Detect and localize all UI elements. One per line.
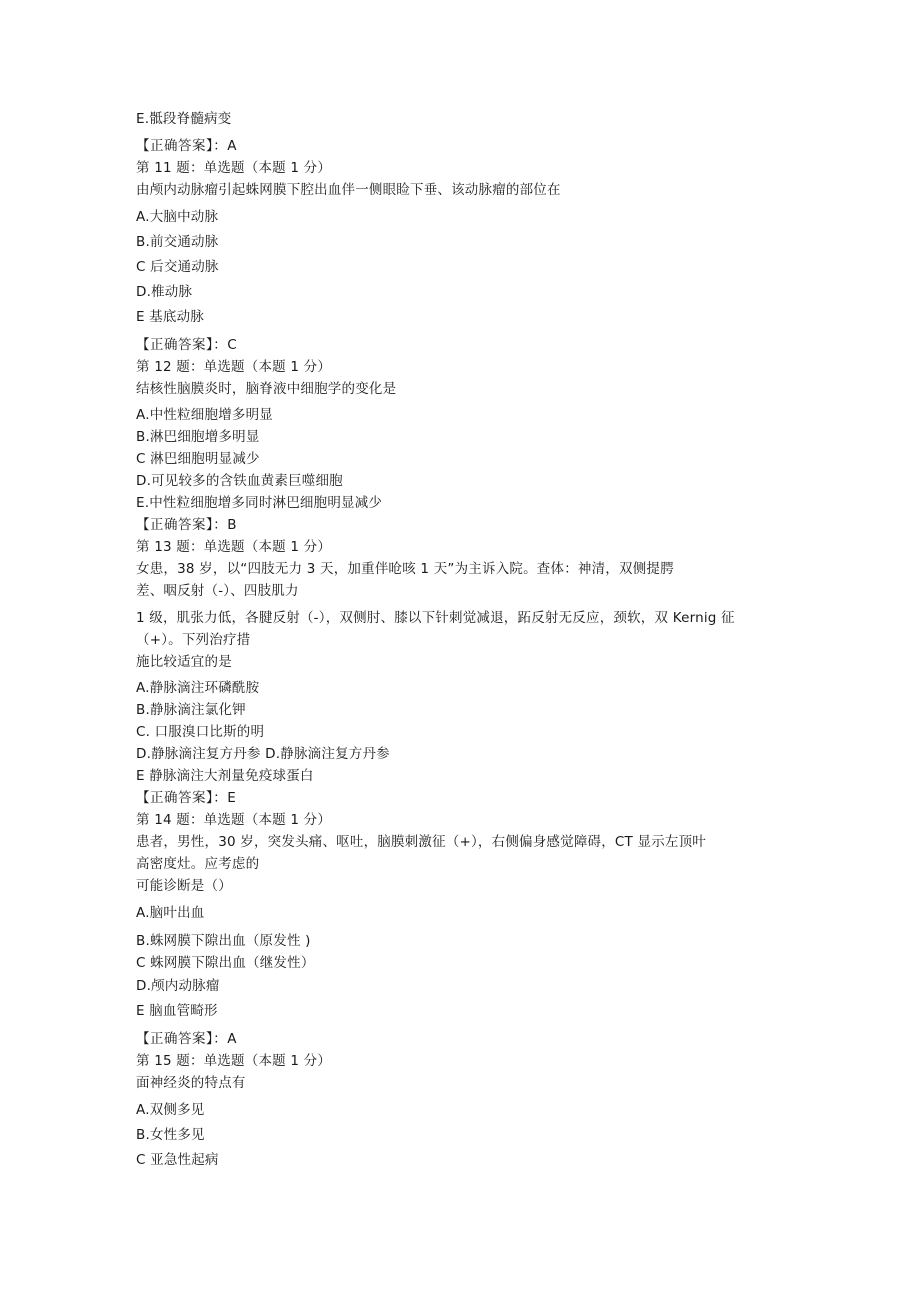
q13-stem-line-3: 1 级，肌张力低，各腱反射（-），双侧肘、膝以下针刺觉减退，跖反射无反应，颈软，双 Kernig 征	[136, 610, 735, 626]
q13-stem-line-2: 差、咽反射（-）、四肢肌力	[136, 583, 299, 599]
q13-option-b: B.静脉滴注氯化钾	[136, 702, 246, 718]
q15-option-a: A.双侧多见	[136, 1102, 205, 1118]
q12-option-a: A.中性粒细胞增多明显	[136, 407, 273, 423]
q11-stem: 由颅内动脉瘤引起蛛网膜下腔出血伴一侧眼睑下垂、该动脉瘤的部位在	[136, 182, 561, 198]
q12-header: 第 12 题：单选题（本题 1 分）	[136, 359, 332, 375]
q12-option-c: C 淋巴细胞明显减少	[136, 451, 260, 467]
q11-option-e: E 基底动脉	[136, 309, 205, 325]
q15-option-c: C 亚急性起病	[136, 1152, 219, 1168]
q14-option-e: E 脑血管畸形	[136, 1003, 218, 1019]
q14-header: 第 14 题：单选题（本题 1 分）	[136, 812, 332, 828]
q13-answer: 【正确答案】：E	[136, 790, 237, 806]
q14-option-d: D.颅内动脉瘤	[136, 978, 220, 994]
q12-option-d: D.可见较多的含铁血黄素巨噬细胞	[136, 473, 343, 489]
q12-stem: 结核性脑膜炎时，脑脊液中细胞学的变化是	[136, 381, 397, 397]
q15-stem: 面神经炎的特点有	[136, 1075, 246, 1091]
q13-option-a: A.静脉滴注环磷酰胺	[136, 680, 260, 696]
q13-stem-line-1: 女患，38 岁，以“四肢无力 3 天，加重伴呛咳 1 天”为主诉入院。查体：神清，双侧提腭	[136, 561, 674, 577]
q13-option-c: C. 口服溴口比斯的明	[136, 724, 265, 740]
q13-option-e: E 静脉滴注大剂量免疫球蛋白	[136, 768, 314, 784]
q15-header: 第 15 题：单选题（本题 1 分）	[136, 1053, 332, 1069]
q13-stem-line-5: 施比较适宜的是	[136, 654, 232, 670]
q14-stem-line-2: 高密度灶。应考虑的	[136, 856, 260, 872]
q12-option-e: E.中性粒细胞增多同时淋巴细胞明显减少	[136, 495, 383, 511]
q11-option-a: A.大脑中动脉	[136, 209, 219, 225]
q11-option-b: B.前交通动脉	[136, 234, 219, 250]
q14-option-b: B.蛛网膜下隙出血（原发性 )	[136, 933, 311, 949]
q14-stem-line-3: 可能诊断是（）	[136, 878, 232, 894]
q14-answer: 【正确答案】：A	[136, 1031, 237, 1047]
q10-answer: 【正确答案】：A	[136, 138, 237, 154]
q15-option-b: B.女性多见	[136, 1127, 205, 1143]
q14-option-c: C 蛛网膜下隙出血（继发性）	[136, 955, 315, 971]
q14-option-a: A.脑叶出血	[136, 905, 205, 921]
q11-answer: 【正确答案】：C	[136, 337, 238, 353]
q13-option-d: D.静脉滴注复方丹参 D.静脉滴注复方丹参	[136, 746, 390, 762]
q12-answer: 【正确答案】：B	[136, 517, 238, 533]
q13-stem-line-4: （+）。下列治疗措	[136, 632, 251, 648]
q13-header: 第 13 题：单选题（本题 1 分）	[136, 539, 332, 555]
q12-option-b: B.淋巴细胞增多明显	[136, 429, 260, 445]
q10-option-e: E.骶段脊髓病变	[136, 111, 232, 127]
q11-header: 第 11 题：单选题（本题 1 分）	[136, 160, 332, 176]
q14-stem-line-1: 患者，男性，30 岁，突发头痛、呕吐，脑膜刺激征（+），右侧偏身感觉障碍，CT 显示左顶叶	[136, 834, 706, 850]
q11-option-c: C 后交通动脉	[136, 259, 219, 275]
q11-option-d: D.椎动脉	[136, 284, 193, 300]
